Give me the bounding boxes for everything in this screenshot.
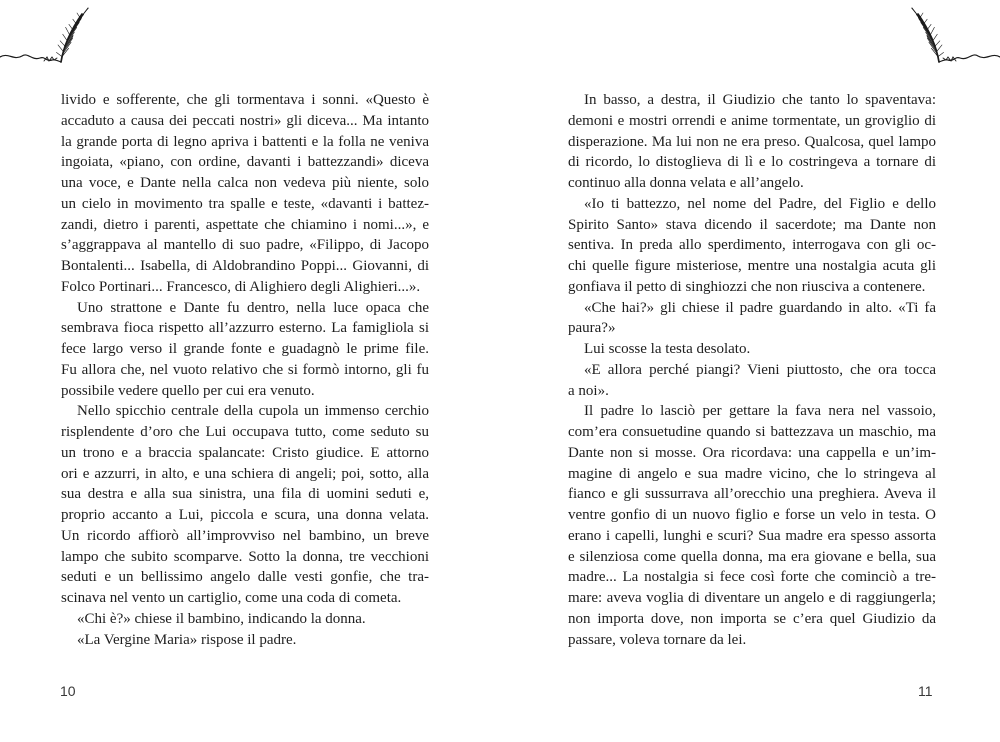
text-line: livido e sofferente, che gli tormentava i sonni. «Questo è xyxy=(61,92,429,108)
text-line: la grande porta di legno apriva i battenti e la folla ne veniva xyxy=(61,133,429,150)
text-line: un trono e a braccia spalancate: Cristo giudice. E attorno xyxy=(61,444,429,461)
text-line: sua destra e alla sua sinistra, una fila di uomini seduti e, xyxy=(61,486,429,503)
text-line: s’aggrappava al mantello di suo padre, «Filippo, di Jacopo xyxy=(61,237,429,254)
text-line: sentiva. In preda allo sperdimento, interrogava con gli oc- xyxy=(568,237,936,254)
text-line: fianco e gli sussurrava all’orecchio una preghiera. Aveva il xyxy=(568,486,936,503)
text-line: ventre gonfio di un nuovo figlio e forse un velo in testa. O xyxy=(568,507,936,523)
text-line: gonfiava il petto di singhiozzi che non riusciva a contenere. xyxy=(568,278,926,295)
text-line: Il padre lo lasciò per gettare la fava nera nel vassoio, xyxy=(584,403,936,420)
text-line: risplendente d’oro che Lui occupava tutto, come seduto su xyxy=(61,424,429,440)
text-line: Folco Portinari... Francesco, di Alighiero degli Alighieri...». xyxy=(61,278,421,295)
text-line: Uno strattone e Dante fu dentro, nella luce opaca che xyxy=(77,299,429,316)
text-line: com’era consuetudine quando si battezzava un maschio, ma xyxy=(568,424,936,440)
text-line: «Chi è?» chiese il bambino, indicando la donna. xyxy=(77,610,366,627)
text-line: di ricordo, lo distoglieva di lì e lo costringeva a tornare di xyxy=(568,154,936,171)
text-line: Dante non si mosse. Ora ricordava: una cappella e un’im- xyxy=(568,444,936,461)
text-line: una voce, e Dante nella calca non vedeva più niente, solo xyxy=(61,175,429,191)
text-line: «Che hai?» gli chiese il padre guardando in alto. «Ti fa xyxy=(584,299,936,316)
text-line: seduti e un bellissimo angelo dalle vesti gonfie, che tra- xyxy=(61,569,429,586)
text-line: «La Vergine Maria» rispose il padre. xyxy=(77,631,297,648)
text-line: Nello spicchio centrale della cupola un immenso cerchio xyxy=(77,403,429,420)
text-line: zandi, dietro i parenti, aspettate che chiamino i nomi...», e xyxy=(61,216,429,233)
text-line: chi quelle figure misteriose, mentre una nostalgia acuta gli xyxy=(568,258,936,274)
text-line: disperazione. Ma lui non ne era preso. Qualcosa, quel lampo xyxy=(568,133,936,150)
text-line: magine di angelo e sua madre vicino, che lo stringeva al xyxy=(568,465,936,482)
text-line: accaduto a causa dei peccati nostri» gli diceva... Ma intanto xyxy=(61,112,429,129)
text-line: continuo alla donna velata e all’angelo. xyxy=(568,175,804,191)
page-number-right: 11 xyxy=(918,683,933,699)
text-line: erano i capelli, lunghi e scuri? Sua madre era spesso assorta xyxy=(568,527,936,544)
text-line: a noi». xyxy=(568,382,609,399)
text-line: «E allora perché piangi? Vieni piuttosto, che ora tocca xyxy=(584,361,936,378)
right-page-text xyxy=(568,90,936,650)
text-line: Bontalenti... Isabella, di Aldobrandino Poppi... Giovanni, di xyxy=(61,258,429,274)
text-line: ingoiata, «piano, con ordine, davanti i battezzandi» diceva xyxy=(61,154,429,171)
text-line: e silenziosa come quella donna, ma era giovane e bella, sua xyxy=(568,548,936,565)
page-number-left: 10 xyxy=(60,683,76,699)
text-line: Spirito Santo» stava dicendo il sacerdote; ma Dante non xyxy=(568,216,936,233)
text-line: lampo che subito scomparve. Sotto la donna, tre vecchioni xyxy=(61,548,429,565)
text-line: ori e azzurri, in alto, e una schiera di angeli; poi, sotto, alla xyxy=(61,465,429,482)
text-line: mare: aveva voglia di diventare un angelo e di raggiungerla; xyxy=(568,590,936,606)
text-line: sembrava fioca rispetto all’azzurro esterno. La famigliola si xyxy=(61,320,429,337)
text-line: In basso, a destra, il Giudizio che tanto lo spaventava: xyxy=(584,92,936,108)
text-line: Un ricordo affiorò all’improvviso nel bambino, un breve xyxy=(61,527,429,544)
text-line: un cielo in movimento tra spalle e teste, «davanti i battez- xyxy=(61,195,429,212)
quill-feather-icon xyxy=(890,6,1000,68)
text-line: passare, voleva tornare da lei. xyxy=(568,631,747,648)
text-line: demoni e mostri orrendi e anime tormentate, un groviglio di xyxy=(568,112,936,129)
quill-feather-icon xyxy=(0,6,110,68)
left-page-text xyxy=(61,90,429,650)
text-line: madre... La nostalgia si fece così forte che cominciò a tre- xyxy=(568,569,936,586)
text-line: scinava nel vento un cartiglio, come una coda di cometa. xyxy=(61,590,402,606)
text-line: Lui scosse la testa desolato. xyxy=(584,341,751,357)
text-line: proprio accanto a Lui, piccola e scura, una donna velata. xyxy=(61,507,429,523)
text-line: «Io ti battezzo, nel nome del Padre, del Figlio e dello xyxy=(584,195,936,212)
text-line: fece largo verso il grande fonte e guadagnò le prime file. xyxy=(61,341,429,357)
text-line: non importa dove, non importa se c’era quel Giudizio da xyxy=(568,610,936,627)
text-line: Fu allora che, nel vuoto relativo che si formò intorno, gli fu xyxy=(61,361,429,378)
text-line: paura?» xyxy=(568,320,616,337)
text-line: possibile vedere quello per cui era venuto. xyxy=(61,382,315,399)
